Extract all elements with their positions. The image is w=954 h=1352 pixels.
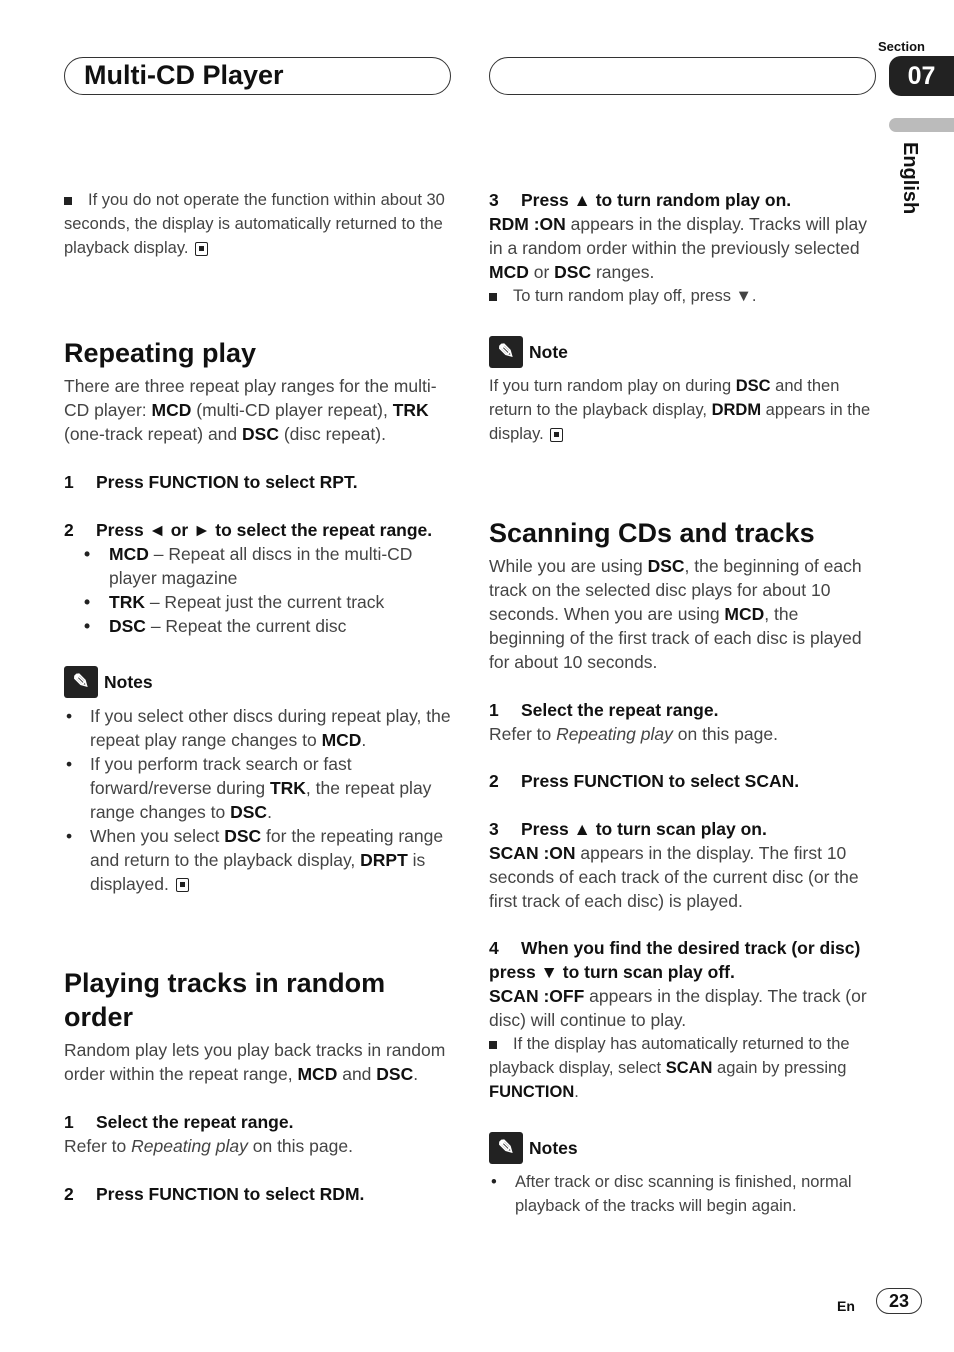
repeating-notes-header: ✎ Notes	[64, 666, 454, 698]
random-step-3: 3 Press ▲ to turn random play on.	[489, 190, 792, 210]
scanning-step-3-body: SCAN :ON appears in the display. The first 10 seconds of each track of the current disc (or the first track of each disc) is played.	[489, 843, 859, 911]
scanning-intro: While you are using DSC, the beginning of each track on the selected disc plays for about 10 seconds. When you are using MCD, the beginning of the first track of each disc is played for about 10 seconds.	[489, 556, 862, 672]
random-off-tip: To turn random play off, press ▼.	[489, 284, 877, 308]
repeat-options	[64, 542, 454, 638]
random-note: If you turn random play on during DSC and then return to the playback display, DRDM appears in the display.	[489, 377, 871, 443]
scanning-notes-header: ✎ Notes	[489, 1132, 877, 1164]
pencil-note-icon: ✎	[489, 336, 523, 368]
scanning-tip: If the display has automatically returned to the playback display, select SCAN again by pressing FUNCTION.	[489, 1035, 850, 1101]
random-heading: Playing tracks in random order	[64, 968, 386, 1032]
end-mark-icon	[195, 242, 208, 256]
random-step-1: 1 Select the repeat range.	[64, 1112, 294, 1132]
list-item: • After track or disc scanning is finished, normal playback of the tracks will begin again.	[489, 1170, 877, 1218]
header-blank-pill	[489, 57, 876, 95]
square-bullet-icon	[489, 1041, 497, 1049]
language-label: English	[899, 142, 921, 215]
random-step-2: 2 Press FUNCTION to select RDM.	[64, 1184, 365, 1204]
right-column	[489, 188, 877, 1218]
list-item: • If you select other discs during repeat play, the repeat play range changes to MCD.	[64, 704, 454, 752]
scanning-refer: Refer to Repeating play on this page.	[489, 724, 778, 744]
square-bullet-icon	[489, 293, 497, 301]
end-mark-icon	[550, 428, 563, 442]
scanning-step-4-body: SCAN :OFF appears in the display. The track (or disc) will continue to play.	[489, 986, 867, 1030]
repeating-intro: There are three repeat play ranges for the multi-CD player: MCD (multi-CD player repeat), TRK (one-track repeat) and DSC (disc repeat).	[64, 376, 437, 444]
page-title: Multi-CD Player	[84, 60, 284, 90]
repeating-heading: Repeating play	[64, 338, 257, 368]
section-number: 07	[889, 56, 954, 96]
scanning-step-4: 4 When you find the desired track (or disc) press ▼ to turn scan play off.	[489, 938, 861, 982]
intro-note: If you do not operate the function within about 30 seconds, the display is automatically returned to the playback display.	[64, 191, 445, 257]
left-column	[64, 188, 454, 1206]
page-number: 23	[876, 1288, 922, 1314]
random-intro: Random play lets you play back tracks in random order within the repeat range, MCD and DSC.	[64, 1040, 446, 1084]
repeating-step-2: 2 Press ◄ or ► to select the repeat range.	[64, 520, 433, 540]
scanning-step-1: 1 Select the repeat range.	[489, 700, 719, 720]
section-label: Section	[878, 39, 925, 54]
footer-language-code: En	[837, 1298, 855, 1314]
pencil-note-icon: ✎	[489, 1132, 523, 1164]
list-item: • TRK – Repeat just the current track	[64, 590, 454, 614]
list-item: • If you perform track search or fast forward/reverse during TRK, the repeat play range changes to DSC.	[64, 752, 454, 824]
pencil-note-icon: ✎	[64, 666, 98, 698]
scanning-heading: Scanning CDs and tracks	[489, 518, 815, 548]
square-bullet-icon	[64, 197, 72, 205]
scanning-notes	[489, 1170, 877, 1218]
end-mark-icon	[176, 878, 189, 892]
repeating-step-1: 1 Press FUNCTION to select RPT.	[64, 472, 358, 492]
list-item: • DSC – Repeat the current disc	[64, 614, 454, 638]
random-refer: Refer to Repeating play on this page.	[64, 1136, 353, 1156]
scanning-step-2: 2 Press FUNCTION to select SCAN.	[489, 771, 800, 791]
repeating-notes	[64, 704, 454, 896]
language-tab	[889, 118, 954, 132]
random-step-3-body: RDM :ON appears in the display. Tracks will play in a random order within the previously selected MCD or DSC ranges.	[489, 214, 867, 282]
list-item: • MCD – Repeat all discs in the multi-CD player magazine	[64, 542, 454, 590]
random-note-header: ✎ Note	[489, 336, 877, 368]
scanning-step-3: 3 Press ▲ to turn scan play on.	[489, 819, 767, 839]
list-item: • When you select DSC for the repeating range and return to the playback display, DRPT is displayed.	[64, 824, 454, 896]
